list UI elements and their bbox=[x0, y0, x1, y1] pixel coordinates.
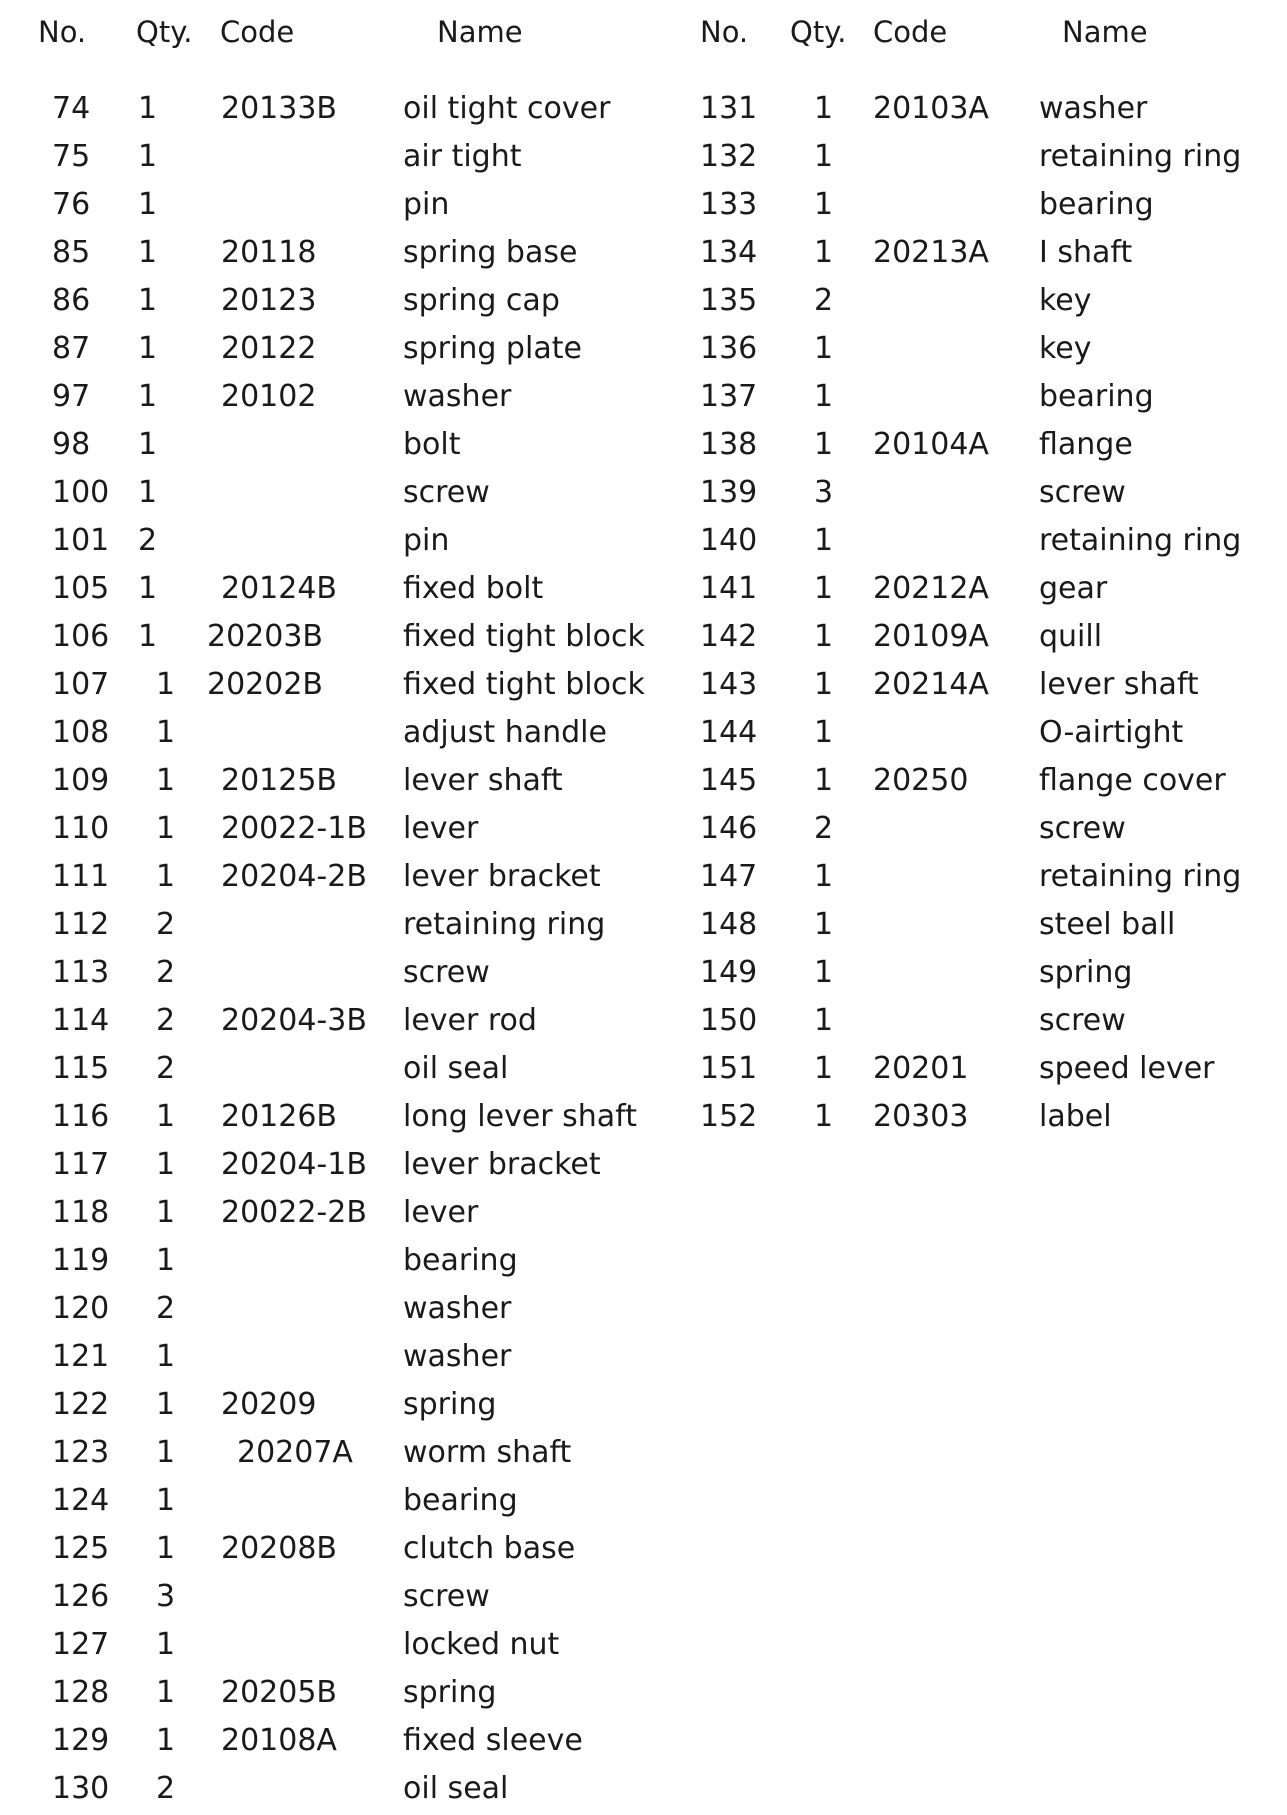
cell-qty: 1 bbox=[156, 1195, 176, 1230]
cell-qty: 1 bbox=[138, 331, 158, 366]
cell-no: 109 bbox=[52, 763, 110, 798]
cell-name: retaining ring bbox=[1039, 139, 1242, 174]
cell-name: pin bbox=[403, 187, 450, 222]
table-row bbox=[0, 1669, 1287, 1717]
cell-name: retaining ring bbox=[403, 907, 606, 942]
cell-code: 20103A bbox=[873, 91, 989, 126]
cell-qty: 2 bbox=[156, 1003, 176, 1038]
cell-code: 20104A bbox=[873, 427, 989, 462]
cell-code: 20109A bbox=[873, 619, 989, 654]
table-row bbox=[0, 1285, 1287, 1333]
cell-code: 20203B bbox=[207, 619, 324, 654]
cell-name: washer bbox=[403, 1291, 512, 1326]
table-row bbox=[0, 757, 1287, 805]
cell-code: 20022-1B bbox=[221, 811, 367, 846]
table-row bbox=[0, 517, 1287, 565]
cell-qty: 1 bbox=[814, 763, 834, 798]
cell-code: 20214A bbox=[873, 667, 989, 702]
cell-qty: 2 bbox=[814, 811, 834, 846]
cell-code: 20208B bbox=[221, 1531, 338, 1566]
cell-name: oil seal bbox=[403, 1771, 509, 1806]
cell-no: 123 bbox=[52, 1435, 110, 1470]
cell-no: 119 bbox=[52, 1243, 110, 1278]
table-row bbox=[0, 901, 1287, 949]
cell-name: screw bbox=[403, 475, 490, 510]
cell-qty: 1 bbox=[156, 1723, 176, 1758]
cell-name: bearing bbox=[403, 1243, 518, 1278]
cell-no: 146 bbox=[700, 811, 758, 846]
cell-qty: 1 bbox=[156, 1099, 176, 1134]
cell-name: washer bbox=[403, 1339, 512, 1374]
cell-no: 122 bbox=[52, 1387, 110, 1422]
cell-qty: 1 bbox=[138, 187, 158, 222]
cell-name: fixed bolt bbox=[403, 571, 544, 606]
cell-code: 20204-3B bbox=[221, 1003, 367, 1038]
cell-qty: 1 bbox=[156, 1627, 176, 1662]
cell-qty: 1 bbox=[138, 139, 158, 174]
cell-name: long lever shaft bbox=[403, 1099, 637, 1134]
cell-no: 128 bbox=[52, 1675, 110, 1710]
cell-no: 113 bbox=[52, 955, 110, 990]
cell-qty: 1 bbox=[156, 1243, 176, 1278]
cell-no: 124 bbox=[52, 1483, 110, 1518]
table-row bbox=[0, 613, 1287, 661]
cell-code: 20123 bbox=[221, 283, 317, 318]
cell-qty: 1 bbox=[156, 1147, 176, 1182]
cell-name: screw bbox=[1039, 811, 1126, 846]
cell-no: 76 bbox=[52, 187, 91, 222]
cell-name: O-airtight bbox=[1039, 715, 1184, 750]
table-row bbox=[0, 709, 1287, 757]
cell-code: 20108A bbox=[221, 1723, 337, 1758]
cell-name: fixed tight block bbox=[403, 667, 645, 702]
cell-no: 139 bbox=[700, 475, 758, 510]
table-row bbox=[0, 181, 1287, 229]
cell-name: air tight bbox=[403, 139, 522, 174]
cell-qty: 1 bbox=[138, 571, 158, 606]
cell-name: spring bbox=[403, 1675, 497, 1710]
cell-name: quill bbox=[1039, 619, 1103, 654]
cell-no: 121 bbox=[52, 1339, 110, 1374]
cell-qty: 2 bbox=[156, 907, 176, 942]
cell-no: 118 bbox=[52, 1195, 110, 1230]
cell-name: flange cover bbox=[1039, 763, 1226, 798]
cell-no: 134 bbox=[700, 235, 758, 270]
cell-code: 20207A bbox=[237, 1435, 353, 1470]
cell-qty: 1 bbox=[814, 91, 834, 126]
cell-no: 142 bbox=[700, 619, 758, 654]
cell-name: spring bbox=[403, 1387, 497, 1422]
cell-name: gear bbox=[1039, 571, 1108, 606]
cell-name: lever shaft bbox=[403, 763, 563, 798]
cell-no: 130 bbox=[52, 1771, 110, 1806]
cell-no: 148 bbox=[700, 907, 758, 942]
header-qty: Qty. bbox=[136, 15, 193, 49]
cell-code: 20118 bbox=[221, 235, 317, 270]
cell-no: 132 bbox=[700, 139, 758, 174]
cell-qty: 1 bbox=[814, 1051, 834, 1086]
cell-no: 97 bbox=[52, 379, 91, 414]
cell-no: 110 bbox=[52, 811, 110, 846]
cell-no: 106 bbox=[52, 619, 110, 654]
cell-qty: 1 bbox=[156, 715, 176, 750]
cell-qty: 1 bbox=[814, 571, 834, 606]
cell-name: locked nut bbox=[403, 1627, 560, 1662]
cell-name: lever bracket bbox=[403, 1147, 601, 1182]
cell-name: washer bbox=[1039, 91, 1148, 126]
header-name: Name bbox=[1062, 15, 1148, 49]
cell-name: lever shaft bbox=[1039, 667, 1199, 702]
cell-no: 74 bbox=[52, 91, 91, 126]
cell-name: lever bbox=[403, 1195, 479, 1230]
cell-no: 75 bbox=[52, 139, 91, 174]
cell-name: screw bbox=[1039, 475, 1126, 510]
cell-qty: 1 bbox=[138, 235, 158, 270]
cell-name: fixed sleeve bbox=[403, 1723, 583, 1758]
cell-no: 143 bbox=[700, 667, 758, 702]
cell-code: 20205B bbox=[221, 1675, 338, 1710]
cell-no: 141 bbox=[700, 571, 758, 606]
cell-name: lever bbox=[403, 811, 479, 846]
table-row bbox=[0, 469, 1287, 517]
cell-name: screw bbox=[403, 1579, 490, 1614]
cell-qty: 1 bbox=[138, 283, 158, 318]
cell-code: 20133B bbox=[221, 91, 338, 126]
cell-name: worm shaft bbox=[403, 1435, 572, 1470]
table-row bbox=[0, 1141, 1287, 1189]
cell-qty: 2 bbox=[156, 1291, 176, 1326]
cell-name: key bbox=[1039, 283, 1092, 318]
cell-qty: 1 bbox=[138, 379, 158, 414]
cell-no: 107 bbox=[52, 667, 110, 702]
cell-name: speed lever bbox=[1039, 1051, 1215, 1086]
cell-no: 145 bbox=[700, 763, 758, 798]
cell-qty: 2 bbox=[156, 1771, 176, 1806]
header-code: Code bbox=[220, 15, 295, 49]
cell-qty: 1 bbox=[156, 763, 176, 798]
cell-no: 116 bbox=[52, 1099, 110, 1134]
table-row bbox=[0, 1717, 1287, 1765]
table-row bbox=[0, 229, 1287, 277]
cell-qty: 2 bbox=[814, 283, 834, 318]
cell-qty: 1 bbox=[814, 379, 834, 414]
cell-name: clutch base bbox=[403, 1531, 576, 1566]
table-row bbox=[0, 997, 1287, 1045]
cell-qty: 1 bbox=[814, 859, 834, 894]
cell-name: label bbox=[1039, 1099, 1112, 1134]
parts-rows-right bbox=[0, 85, 1287, 1141]
cell-name: spring base bbox=[403, 235, 578, 270]
cell-name: pin bbox=[403, 523, 450, 558]
header-no: No. bbox=[700, 15, 749, 49]
cell-name: lever rod bbox=[403, 1003, 537, 1038]
cell-qty: 2 bbox=[156, 1051, 176, 1086]
table-row bbox=[0, 1045, 1287, 1093]
table-row bbox=[0, 85, 1287, 133]
table-row bbox=[0, 949, 1287, 997]
cell-no: 137 bbox=[700, 379, 758, 414]
cell-qty: 1 bbox=[156, 1339, 176, 1374]
cell-qty: 1 bbox=[814, 1003, 834, 1038]
cell-qty: 1 bbox=[138, 91, 158, 126]
cell-code: 20124B bbox=[221, 571, 338, 606]
cell-qty: 1 bbox=[156, 1483, 176, 1518]
cell-qty: 1 bbox=[156, 1531, 176, 1566]
cell-qty: 1 bbox=[814, 1099, 834, 1134]
header-qty: Qty. bbox=[790, 15, 847, 49]
header-code: Code bbox=[873, 15, 948, 49]
cell-no: 131 bbox=[700, 91, 758, 126]
cell-name: bearing bbox=[403, 1483, 518, 1518]
cell-qty: 1 bbox=[814, 427, 834, 462]
cell-code: 20303 bbox=[873, 1099, 969, 1134]
cell-no: 149 bbox=[700, 955, 758, 990]
table-row bbox=[0, 1333, 1287, 1381]
header-name: Name bbox=[437, 15, 523, 49]
cell-no: 101 bbox=[52, 523, 110, 558]
cell-no: 127 bbox=[52, 1627, 110, 1662]
table-row bbox=[0, 1189, 1287, 1237]
cell-name: bearing bbox=[1039, 379, 1154, 414]
cell-qty: 1 bbox=[138, 427, 158, 462]
cell-qty: 1 bbox=[814, 619, 834, 654]
cell-code: 20122 bbox=[221, 331, 317, 366]
cell-qty: 1 bbox=[156, 1387, 176, 1422]
cell-code: 20212A bbox=[873, 571, 989, 606]
cell-qty: 1 bbox=[138, 619, 158, 654]
cell-no: 105 bbox=[52, 571, 110, 606]
cell-name: lever bracket bbox=[403, 859, 601, 894]
cell-code: 20126B bbox=[221, 1099, 338, 1134]
cell-name: adjust handle bbox=[403, 715, 607, 750]
cell-qty: 1 bbox=[814, 235, 834, 270]
cell-no: 114 bbox=[52, 1003, 110, 1038]
cell-no: 100 bbox=[52, 475, 110, 510]
cell-no: 126 bbox=[52, 1579, 110, 1614]
cell-no: 133 bbox=[700, 187, 758, 222]
cell-name: flange bbox=[1039, 427, 1133, 462]
cell-code: 20125B bbox=[221, 763, 338, 798]
table-row bbox=[0, 373, 1287, 421]
cell-name: fixed tight block bbox=[403, 619, 645, 654]
cell-qty: 1 bbox=[156, 859, 176, 894]
cell-no: 135 bbox=[700, 283, 758, 318]
table-row bbox=[0, 1381, 1287, 1429]
cell-no: 147 bbox=[700, 859, 758, 894]
cell-qty: 1 bbox=[156, 1675, 176, 1710]
table-row bbox=[0, 1525, 1287, 1573]
cell-name: retaining ring bbox=[1039, 523, 1242, 558]
cell-no: 98 bbox=[52, 427, 91, 462]
cell-qty: 1 bbox=[156, 811, 176, 846]
cell-name: oil seal bbox=[403, 1051, 509, 1086]
cell-no: 140 bbox=[700, 523, 758, 558]
table-row bbox=[0, 1573, 1287, 1621]
cell-code: 20204-1B bbox=[221, 1147, 367, 1182]
table-row bbox=[0, 1765, 1287, 1813]
cell-no: 150 bbox=[700, 1003, 758, 1038]
cell-name: screw bbox=[403, 955, 490, 990]
cell-no: 129 bbox=[52, 1723, 110, 1758]
cell-no: 115 bbox=[52, 1051, 110, 1086]
table-row bbox=[0, 325, 1287, 373]
table-row bbox=[0, 1621, 1287, 1669]
cell-qty: 2 bbox=[138, 523, 158, 558]
cell-no: 111 bbox=[52, 859, 110, 894]
header-no: No. bbox=[38, 15, 87, 49]
table-row bbox=[0, 1093, 1287, 1141]
cell-qty: 1 bbox=[138, 475, 158, 510]
cell-name: screw bbox=[1039, 1003, 1126, 1038]
table-row bbox=[0, 1237, 1287, 1285]
cell-no: 138 bbox=[700, 427, 758, 462]
table-row bbox=[0, 805, 1287, 853]
table-row bbox=[0, 853, 1287, 901]
cell-no: 151 bbox=[700, 1051, 758, 1086]
cell-name: spring bbox=[1039, 955, 1133, 990]
cell-qty: 1 bbox=[814, 187, 834, 222]
cell-name: bolt bbox=[403, 427, 461, 462]
cell-qty: 1 bbox=[814, 667, 834, 702]
table-row bbox=[0, 133, 1287, 181]
cell-qty: 1 bbox=[156, 667, 176, 702]
table-row bbox=[0, 565, 1287, 613]
cell-no: 125 bbox=[52, 1531, 110, 1566]
cell-qty: 1 bbox=[814, 139, 834, 174]
cell-code: 20022-2B bbox=[221, 1195, 367, 1230]
cell-name: key bbox=[1039, 331, 1092, 366]
cell-qty: 1 bbox=[814, 331, 834, 366]
cell-name: bearing bbox=[1039, 187, 1154, 222]
cell-name: I shaft bbox=[1039, 235, 1133, 270]
cell-no: 85 bbox=[52, 235, 91, 270]
cell-name: retaining ring bbox=[1039, 859, 1242, 894]
cell-qty: 1 bbox=[814, 715, 834, 750]
cell-no: 117 bbox=[52, 1147, 110, 1182]
cell-code: 20202B bbox=[207, 667, 324, 702]
cell-name: steel ball bbox=[1039, 907, 1176, 942]
cell-code: 20250 bbox=[873, 763, 969, 798]
table-row bbox=[0, 1429, 1287, 1477]
cell-code: 20204-2B bbox=[221, 859, 367, 894]
cell-no: 86 bbox=[52, 283, 91, 318]
cell-qty: 1 bbox=[814, 907, 834, 942]
cell-no: 108 bbox=[52, 715, 110, 750]
cell-code: 20213A bbox=[873, 235, 989, 270]
cell-name: spring plate bbox=[403, 331, 582, 366]
table-row bbox=[0, 421, 1287, 469]
cell-qty: 1 bbox=[814, 523, 834, 558]
cell-qty: 3 bbox=[814, 475, 834, 510]
table-row bbox=[0, 661, 1287, 709]
cell-no: 112 bbox=[52, 907, 110, 942]
cell-no: 87 bbox=[52, 331, 91, 366]
table-row bbox=[0, 1477, 1287, 1525]
cell-code: 20201 bbox=[873, 1051, 969, 1086]
cell-no: 144 bbox=[700, 715, 758, 750]
cell-qty: 1 bbox=[156, 1435, 176, 1470]
table-row bbox=[0, 277, 1287, 325]
cell-name: oil tight cover bbox=[403, 91, 611, 126]
cell-code: 20209 bbox=[221, 1387, 317, 1422]
cell-name: spring cap bbox=[403, 283, 560, 318]
cell-no: 120 bbox=[52, 1291, 110, 1326]
cell-qty: 3 bbox=[156, 1579, 176, 1614]
cell-qty: 2 bbox=[156, 955, 176, 990]
cell-qty: 1 bbox=[814, 955, 834, 990]
cell-no: 152 bbox=[700, 1099, 758, 1134]
cell-name: washer bbox=[403, 379, 512, 414]
cell-no: 136 bbox=[700, 331, 758, 366]
cell-code: 20102 bbox=[221, 379, 317, 414]
